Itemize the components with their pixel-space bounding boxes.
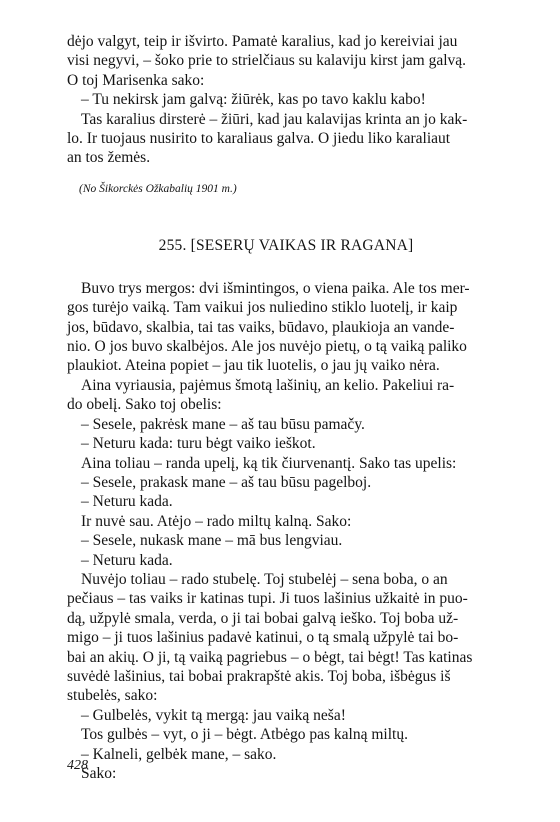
story-paragraph [67, 512, 505, 531]
text-line: Buvo trys mergos: dvi išmintingos, o viena paika. Ale tos mer- [81, 279, 470, 297]
text-line: – Neturu kada. [81, 551, 173, 569]
dialogue-line [67, 531, 505, 550]
text-line: lo. Ir tuojaus nusirito to karaliaus galva. O jiedu liko karaliaut [67, 130, 451, 148]
text-line: gos turėjo vaiką. Tam vaikui jos nuliedino stiklo luotelį, ir kaip [67, 299, 458, 317]
dialogue-line [67, 415, 505, 434]
text-line: jos, būdavo, skalbia, tai tas vaiks, būdavo, plaukioja an vande- [67, 318, 455, 336]
text-line: Nuvėjo toliau – rado stubelę. Toj stubelėj – sena boba, o an [81, 570, 448, 588]
story-heading: 255. [SESERŲ VAIKAS IR RAGANA] [158, 236, 414, 254]
story-paragraph [67, 454, 505, 473]
dialogue-line [67, 90, 505, 109]
text-line: visi negyvi, – šoko prie to strielčiaus su kalaviju kirst jam galvą. [67, 52, 467, 70]
text-line: plaukiot. Ateina popiet – jau tik luotelis, o jau jų vaiko nėra. [67, 357, 440, 375]
text-line: stubelės, sako: [67, 687, 158, 705]
text-line: – Sesele, nukask mane – mā bus lengviau. [81, 532, 343, 550]
paragraph-continuation [67, 32, 505, 90]
text-line: Aina vyriausia, pajėmus šmotą lašinių, an kelio. Pakeliui ra- [81, 376, 455, 394]
text-line: – Neturu kada. [81, 493, 173, 511]
page-number: 428 [67, 758, 88, 773]
story-paragraph [67, 725, 505, 744]
text-line: – Gulbelės, vykit tą mergą: jau vaiką neša! [81, 706, 346, 724]
dialogue-line [67, 551, 505, 570]
text-line: – Kalneli, gelbėk mane, – sako. [81, 745, 277, 763]
text-line: bai an akių. O ji, tą vaiką pagriebus – o bėgt, tai bėgt! Tas katinas [67, 648, 473, 666]
text-line: dą, užpylė smala, verda, o ji tai bobai galvą ieško. Toj boba už- [67, 609, 459, 627]
text-line: Ir nuvė sau. Atėjo – rado miltų kalną. Sako: [81, 512, 352, 530]
text-line: dėjo valgyt, teip ir išvirto. Pamatė karalius, kad jo kereiviai jau [67, 33, 458, 50]
text-line: Tos gulbės – vyt, o ji – bėgt. Atbėgo pas kalną miltų. [81, 726, 408, 744]
text-line: O toj Marisenka sako: [67, 71, 205, 89]
source-note: (No Šikorckės Ožkabalių 1901 m.) [79, 182, 237, 195]
paragraph-ending [67, 110, 505, 168]
dialogue-line [67, 706, 505, 725]
text-line: nio. O jos buvo skalbėjos. Ale jos nuvėjo pietų, o tą vaiką paliko [67, 338, 467, 356]
text-line: do obelį. Sako toj obelis: [67, 396, 222, 414]
text-line: Aina toliau – randa upelį, ką tik čiurvenantį. Sako tas upelis: [81, 454, 457, 472]
story-paragraph [67, 764, 505, 783]
text-line: – Sesele, pakrėsk mane – aš tau būsu pamačy. [81, 415, 365, 433]
dialogue-line [67, 745, 505, 764]
text-line: Tas karalius dirsterė – žiūri, kad jau kalavijas krinta an jo kak- [81, 110, 468, 128]
dialogue-line [67, 473, 505, 492]
text-line: an tos žemės. [67, 149, 151, 167]
text-line: – Neturu kada: turu bėgt vaiko ieškot. [81, 435, 316, 453]
text-line: pečiaus – tas vaiks ir katinas tupi. Ji tuos lašinius užkaitė in puo- [67, 590, 468, 608]
dialogue-line [67, 492, 505, 511]
text-line: Sako: [81, 765, 117, 782]
story-paragraph [67, 279, 505, 376]
dialogue-line [67, 434, 505, 453]
story-paragraph [67, 570, 505, 706]
text-line: suvėdė lašinius, tai bobai prakrapštė akis. Toj boba, išbėgus iš [67, 667, 451, 685]
text-line: – Sesele, prakask mane – aš tau būsu pagelboj. [81, 473, 372, 491]
story-paragraph [67, 376, 505, 415]
text-line: – Tu nekirsk jam galvą: žiūrėk, kas po tavo kaklu kabo! [81, 91, 426, 109]
book-page [67, 32, 505, 783]
text-line: migo – ji tuos lašinius padavė katinui, o tą smalą užpylė tai bo- [67, 629, 459, 647]
